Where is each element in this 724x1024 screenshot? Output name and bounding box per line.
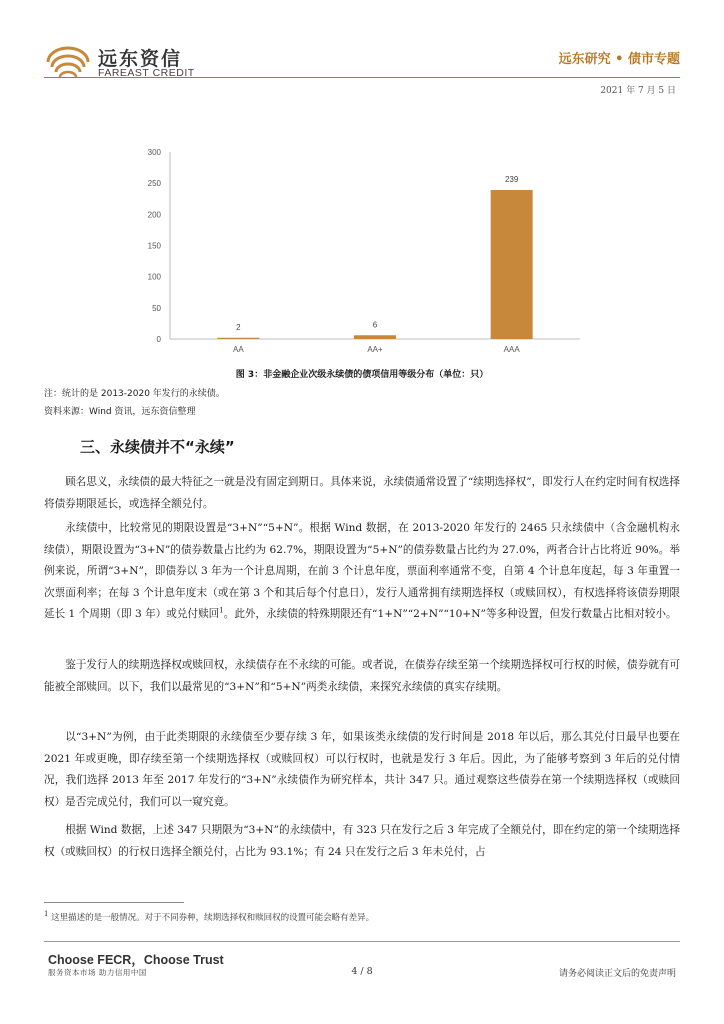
bar-aaplus [354,335,396,339]
logo-chinese-name: 远东资信 [98,48,183,70]
data-label: 239 [504,175,519,185]
footnote-reference[interactable]: 1 [219,606,224,615]
company-logo [44,40,194,80]
footnote-mark: 1 [44,910,49,919]
footer-subslogan: 服务资本市场 助力信用中国 [48,968,147,977]
x-tick-label: AA [232,345,244,354]
y-tick-label: 50 [152,303,161,313]
bar-aa [217,338,259,339]
paragraph-text: 。此外，永续债的特殊期限还有“1+N”“2+N”“10+N”等多种设置，但发行数量占比相对较小。 [223,608,677,620]
footnote-text: 这里描述的是一般情况。对于不同券种，续期选择权和赎回权的设置可能会略有差异。 [51,913,375,923]
report-series-title: 远东研究 • 债市专题 [558,52,680,67]
bar-aaa [491,190,533,339]
footer-divider [44,941,680,942]
body-paragraph [44,518,680,626]
credit-rating-bar-chart [140,140,590,360]
footnote-divider [44,902,184,903]
body-paragraph: 根据 Wind 数据，上述 347 只期限为“3+N”的永续债中，有 323 只在发行之后 3 年完成了全额兑付，即在约定的第一个续期选择权（或赎回权）的行权日选择全额兑付，占比为 93.1%；有 24 只在发行之后 3 年未兑付，占 [44,824,680,858]
paragraph-text: 永续债中，比较常见的期限设置是“3+N”“5+N”。根据 Wind 数据，在 2013-2020 年发行的 2465 只永续债中（含金融机构永续债），期限设置为“3+N”的债券数量占比约为 62.7%，期限设置为“5+N”的债券数量占比约为 27.0%，两者合计占比将近 90%。举例来说，所谓“3+N”，即债券以 3 年为一个计息周期，在前 3 个计息年度，票面利率通常不变，自第 4 个计息年度起，每 3 年重置一次票面利率；在每 3 个计息年度末（或在第 3 个和其后每个付息日），发行人通常拥有续期选择权（或赎回权），有权选择将该债券期限延长 1 个周期（即 3 年）或兑付赎回 [44,522,680,620]
header-divider [44,77,680,78]
page-number: 4 / 8 [351,966,373,977]
y-tick-label: 0 [156,335,161,344]
y-tick-label: 200 [147,210,161,220]
data-label: 2 [236,322,241,332]
footer-slogan: Choose FECR，Choose Trust [48,953,224,967]
x-tick-label: AAA [503,345,520,354]
footnote [44,911,374,923]
fareast-logo-icon [44,40,92,80]
report-date: 2021 年 7 月 5 日 [600,86,676,96]
chart-caption: 图 3：非金融企业次级永续债的债项信用等级分布（单位：只） [235,370,489,380]
chart-note: 注：统计的是 2013-2020 年发行的永续债。 [44,389,225,399]
logo-english-name: FAREAST CREDIT [98,67,195,79]
body-paragraph: 顾名思义，永续债的最大特征之一就是没有固定到期日。具体来说，永续债通常设置了“续期选择权”，即发行人在约定时间有权选择将债券期限延长，或选择全额兑付。 [44,476,680,510]
y-tick-label: 100 [147,272,161,282]
section-heading: 三、永续债并不“永续” [80,438,235,456]
chart-source: 资料来源：Wind 资讯，远东资信整理 [44,407,196,417]
y-tick-label: 250 [147,179,161,189]
disclaimer-note: 请务必阅读正文后的免责声明 [558,969,676,979]
y-tick-label: 150 [147,241,161,251]
body-paragraph: 以“3+N”为例，由于此类期限的永续债至少要存续 3 年，如果该类永续债的发行时间是 2018 年以后，那么其兑付日最早也要在 2021 年或更晚，即存续至第一个续期选择权（或赎回权）可以行权时，也就是发行 3 年后。因此，为了能够考察到 3 年后的兑付情况，我们选择 2013 年至 2017 年发行的“3+N”永续债作为研究样本，共计 347 只。通过观察这些债券在第一个续期选择权（或赎回权）是否完成兑付，我们可以一窥究竟。 [44,731,680,808]
body-paragraph: 鉴于发行人的续期选择权或赎回权，永续债存在不永续的可能。或者说，在债券存续至第一个续期选择权可行权的时候，债券就有可能被全部赎回。以下，我们以最常见的“3+N”和“5+N”两类永续债，来探究永续债的真实存续期。 [44,659,680,693]
x-tick-label: AA+ [367,345,383,354]
data-label: 6 [372,320,378,330]
y-tick-label: 300 [147,148,161,157]
